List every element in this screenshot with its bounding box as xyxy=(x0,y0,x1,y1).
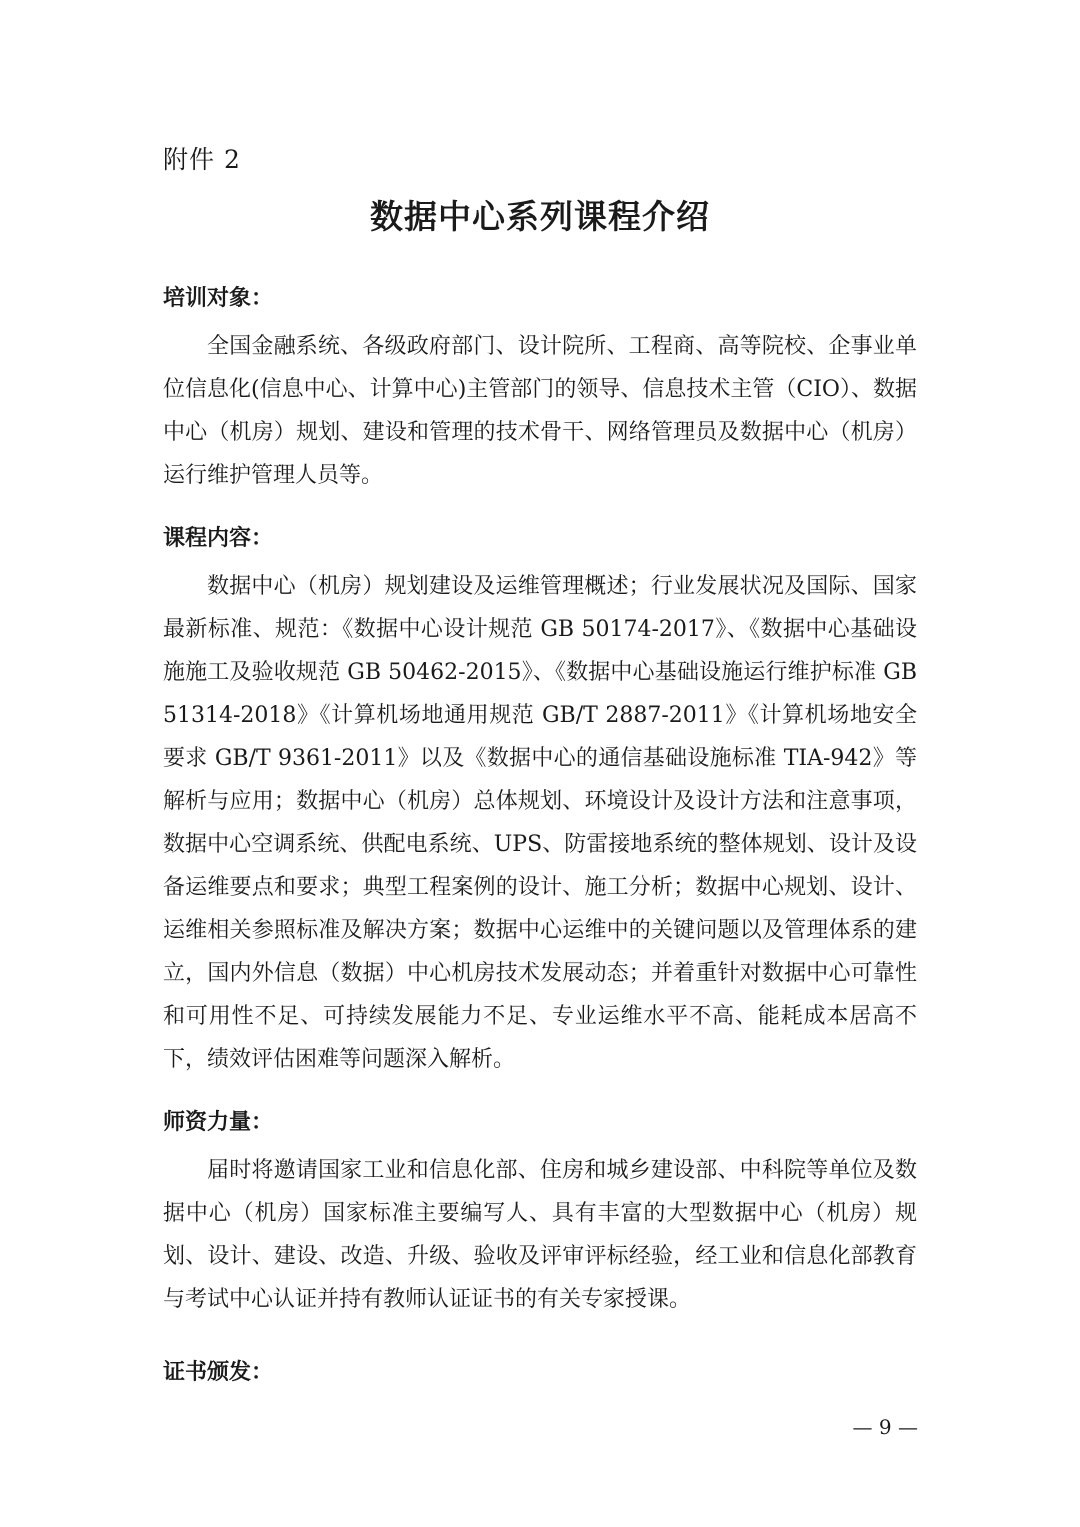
section-heading: 师资力量： xyxy=(163,1110,274,1135)
section-heading: 培训对象： xyxy=(163,286,274,311)
section-paragraph: 全国金融系统、各级政府部门、设计院所、工程商、高等院校、企事业单位信息化(信息中心、计算中心)主管部门的领导、信息技术主管（CIO）、数据中心（机房）规划、建设和管理的技术骨干、网络管理员及数据中心（机房）运行维护管理人员等。 xyxy=(163,334,917,488)
section-course-content xyxy=(163,523,917,1081)
attachment-label: 附件 2 xyxy=(163,145,241,174)
section-paragraph: 数据中心（机房）规划建设及运维管理概述；行业发展状况及国际、国家最新标准、规范：《数据中心设计规范 GB 50174-2017》、《数据中心基础设施施工及验收规范 GB 50462-2015》、《数据中心基础设施运行维护标准 GB 51314-2018》《计算机场地通用规范 GB/T 2887-2011》《计算机场地安全要求 GB/T 9361-2011》以及《数据中心的通信基础设施标准 TIA-942》等解析与应用；数据中心（机房）总体规划、环境设计及设计方法和注意事项，数据中心空调系统、供配电系统、UPS、防雷接地系统的整体规划、设计及设备运维要点和要求；典型工程案例的设计、施工分析；数据中心规划、设计、运维相关参照标准及解决方案；数据中心运维中的关键问题以及管理体系的建立，国内外信息（数据）中心机房技术发展动态；并着重针对数据中心可靠性和可用性不足、可持续发展能力不足、专业运维水平不高、能耗成本居高不下，绩效评估困难等问题深入解析。 xyxy=(163,574,917,1072)
page-number: — 9 — xyxy=(852,1415,918,1439)
section-paragraph: 届时将邀请国家工业和信息化部、住房和城乡建设部、中科院等单位及数据中心（机房）国家标准主要编写人、具有丰富的大型数据中心（机房）规划、设计、建设、改造、升级、验收及评审评标经验，经工业和信息化部教育与考试中心认证并持有教师认证证书的有关专家授课。 xyxy=(163,1158,917,1312)
section-trainees xyxy=(163,283,917,497)
section-certificate xyxy=(163,1357,917,1389)
section-heading: 证书颁发： xyxy=(163,1360,274,1385)
section-faculty xyxy=(163,1107,917,1321)
document-title: 数据中心系列课程介绍 xyxy=(370,197,710,236)
section-heading: 课程内容： xyxy=(163,526,274,551)
